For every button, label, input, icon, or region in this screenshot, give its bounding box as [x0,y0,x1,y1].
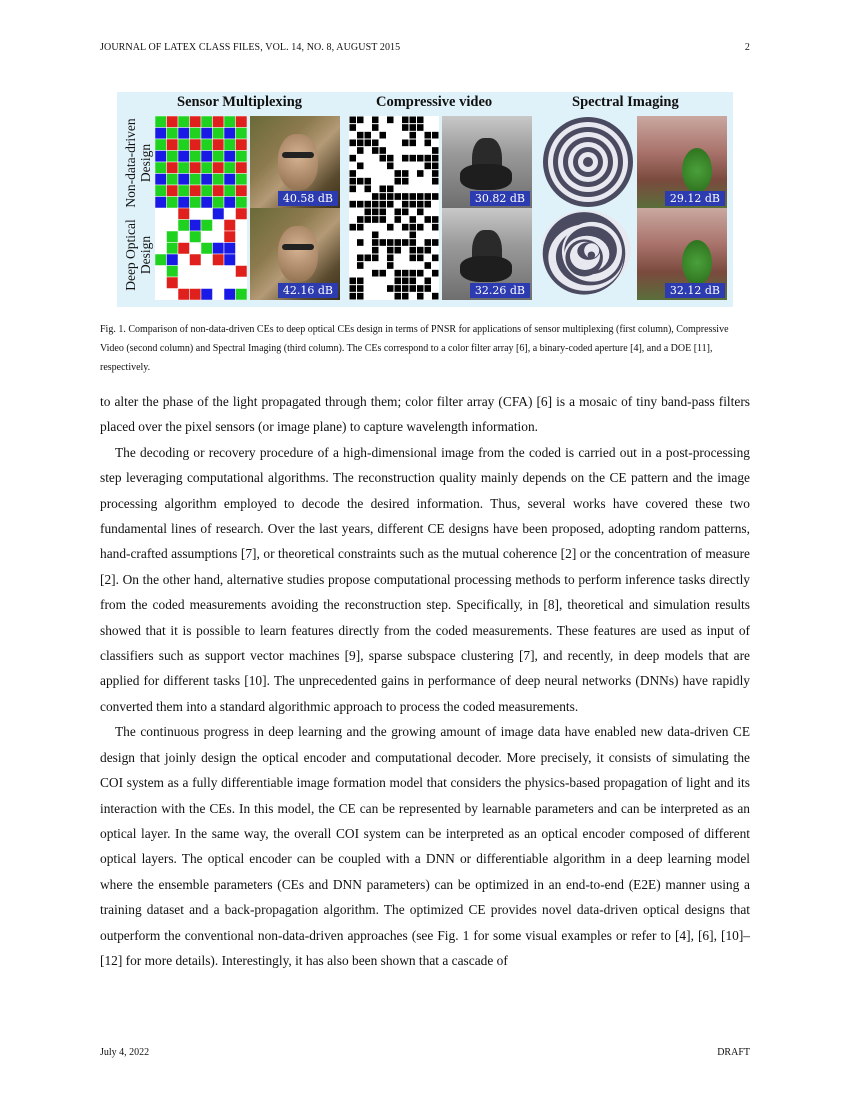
row-label-deep-optical [123,197,155,313]
figure-1 [117,92,733,307]
horse-photo-deep-optical [442,208,532,300]
running-header [100,42,750,56]
row-label-line1: Deep Optical [123,219,138,291]
doe-pattern-deep-optical [542,208,634,300]
cfa-pattern-deep-optical [155,208,247,300]
cfa-pattern-non-data-driven [155,116,247,208]
journal-title: JOURNAL OF LATEX CLASS FILES, VOL. 14, NO. 8, AUGUST 2015 [100,42,401,53]
psnr-badge: 29.12 dB [665,191,725,206]
column-title-spectral-imaging: Spectral Imaging [572,94,679,110]
paragraph: The continuous progress in deep learning and the growing amount of image data have enabled new data-driven CE design that joinly design the optical encoder and computational decoder. More precisely, it consists of simulating the COI system as a fully differentiable image formation model that considers the physics-based propagation of light and its interaction with the CEs. In this model, the CE can be represented by learnable parameters and can be interpreted as an optical layer. In the same way, the overall COI system can be interpreted as an optical encoder composed of different optical layers. The optical encoder can be coupled with a DNN or differentiable algorithm in a deep learning model where the ensemble parameters (CEs and DNN parameters) can be optimized in an end-to-end (E2E) manner using a training dataset and a back-propagation algorithm. The optimized CE provides novel data-driven optical designs that outperform the conventional non-data-driven approaches (see Fig. 1 for some visual examples or refer to [4], [6], [10]–[12] for more details). Interestingly, it has also been shown that a cascade of [100,724,750,968]
face-photo-non-data-driven [250,116,340,208]
building-photo-non-data-driven [637,116,727,208]
psnr-badge: 32.12 dB [665,283,725,298]
doe-pattern-non-data-driven [542,116,634,208]
column-title-compressive-video: Compressive video [376,94,493,110]
footer-date: July 4, 2022 [100,1047,150,1058]
coded-aperture-deep-optical [349,208,439,300]
row-label-line1: Non-data-driven [123,118,138,208]
psnr-badge: 30.82 dB [470,191,530,206]
building-photo-deep-optical [637,208,727,300]
horse-photo-non-data-driven [442,116,532,208]
row-label-line2: Design [138,143,153,183]
page-number: 2 [744,42,750,53]
paragraph: The decoding or recovery procedure of a high-dimensional image from the coded is carried out in a post-processing step leveraging computational algorithms. The reconstruction quality mainly depends on the CE pattern and the image processing algorithm employed to decode the desired information. Thus, several works have covered these two fundamental lines of research. Over the last years, different CE designs have been proposed, adopting random patterns, hand-crafted assumptions [7], or theoretical constraints such as the mutual coherence [2] or the concentration of measure [2]. On the other hand, alternative studies propose computational processing methods to perform inference tasks directly from the coded measurements avoiding the reconstruction step. Specifically, in [8], theoretical and simulation results showed that it is possible to learn features directly from the coded measurements. These features are used as input of classifiers such as support vector machines [9], sparse subspace clustering [7], and recently, in deep models that are applied for different tasks [10]. The unprecedented gains in performance of deep neural networks (DNNs) have rapidly converted them into a standard algorithmic approach to process the coded measurements. [100,444,750,714]
row-label-line2: Design [138,235,153,275]
psnr-badge: 32.26 dB [470,283,530,298]
psnr-badge: 40.58 dB [278,191,338,206]
body-text [100,389,750,973]
footer-status: DRAFT [717,1047,750,1058]
face-photo-deep-optical [250,208,340,300]
figure-caption: Fig. 1. Comparison of non-data-driven CEs to deep optical CEs design in terms of PNSR for applications of sensor multiplexing (first column), Compressive Video (second column) and Spectral Imaging (third column). The CEs correspond to a color filter array [6], a binary-coded aperture [4], and a DOE [11], respectively. [100,324,729,373]
paragraph: to alter the phase of the light propagated through them; color filter array (CFA) [6] is a mosaic of tiny band-pass filters placed over the pixel sensors (or image plane) to capture wavelength information. [100,394,750,435]
running-footer [100,1047,750,1061]
column-title-sensor-multiplexing: Sensor Multiplexing [177,94,303,110]
coded-aperture-non-data-driven [349,116,439,208]
psnr-badge: 42.16 dB [278,283,338,298]
